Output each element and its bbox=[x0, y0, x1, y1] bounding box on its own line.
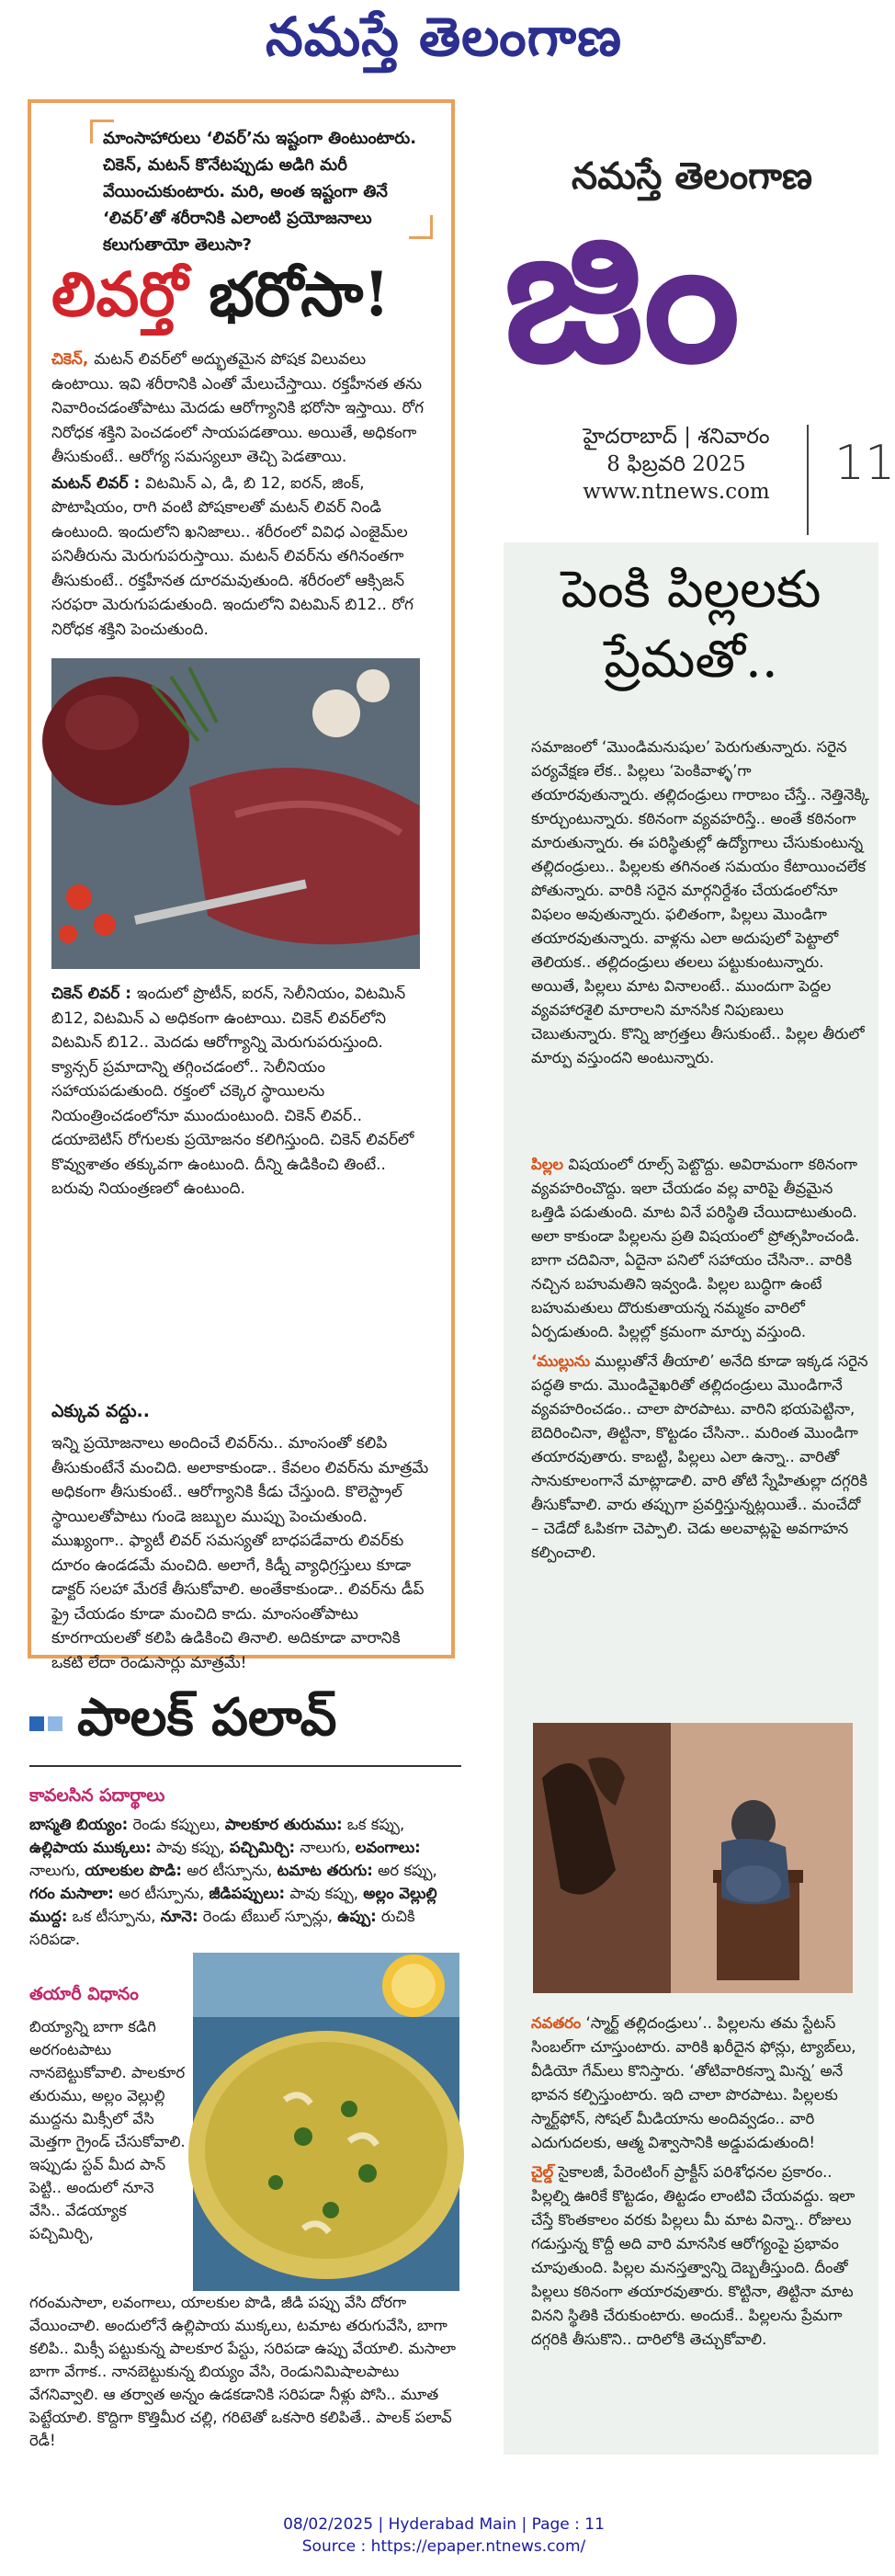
story-p2-lead: పిల్లల bbox=[531, 1156, 564, 1173]
ingredient-qty: పావు కప్పు, bbox=[156, 1839, 230, 1856]
pulao-photo-illustration bbox=[193, 1953, 459, 2291]
liver-article bbox=[28, 99, 455, 1672]
zine-brand-logo: జిం bbox=[504, 183, 735, 405]
ingredient-qty: అర టీస్పూను, bbox=[187, 1862, 278, 1879]
pulao-photo bbox=[193, 1953, 459, 2291]
child-photo bbox=[533, 1723, 853, 1993]
story-p4-text: ‘స్మార్ట్ తల్లిదండ్రులు’.. పిల్లలను తమ స్టేటస్ సింబల్‌గా చూస్తుంటారు. వారికి ఖరీదైన ఫోన్లు, ట్యాబ్‌లు, వీడియో గేమ్‌లు కొనిస్తారు. ‘తోటివారికన్నా మిన్న’ అనే భావన కల్పిస్తుంటారు. ఇది చాలా పొరపాటు. పిల్లలకు స్మార్ట్‌ఫోన్, సోషల్ మీడియాను అందివ్వడం.. వారి ఎదుగుదలకు, ఆత్మ విశ్వాసానికి అడ్డుపడుతుంది! bbox=[531, 2014, 856, 2151]
ingredients-heading: కావలసిన పదార్థాలు bbox=[29, 1785, 165, 1806]
ingredient-name: గరం మసాలా: bbox=[29, 1885, 114, 1902]
story-title-line-1: పెంకి పిల్లలకు bbox=[561, 560, 821, 620]
intro-corner-bottom-right bbox=[409, 215, 433, 239]
liver-subheading: ఎక్కువ వద్దు.. bbox=[51, 1401, 150, 1421]
dateline-date: 8 ఫిబ్రవరి 2025 bbox=[606, 452, 746, 476]
ingredient-qty: అర కప్పు, bbox=[378, 1862, 437, 1879]
ingredient-name: యాలకుల పొడి: bbox=[85, 1862, 182, 1879]
masthead-logo: నమస్తే తెలంగాణ bbox=[266, 6, 622, 68]
story-p2-text: విషయంలో రూల్స్ పెట్టొద్దు. అవిరామంగా కఠినంగా వ్యవహరించొద్దు. ఇలా చేయడం వల్ల వారిపై తీవ్రమైన ఒత్తిడి పడుతుంది. మాట వినే పరిస్థితి చేయిదాటుతుంది. అలా కాకుండా పిల్లలను ప్రతి విషయంలో ప్రోత్సహించండి. బాగా చదివినా, ఏదైనా పనిలో సహాయం చేసినా.. వారికి నచ్చిన బహుమతిని ఇవ్వండి. పిల్లల బుద్ధిగా ఉంటే బహుమతులు దొరుకుతాయన్న నమ్మకం వారిలో ఏర్పడుతుంది. పిల్లల్లో క్రమంగా మార్పు వస్తుంది. bbox=[531, 1156, 860, 1340]
dateline-city-day: హైదరాబాద్ | శనివారం bbox=[583, 425, 770, 449]
story-p3-text: ముల్లుతోనే తీయాలి’ అనేది కూడా ఇక్కడ సరైన పద్ధతి కాదు. మొండివైఖరితో తల్లిదండ్రులు మొండిగానే వ్యవహరించడం.. చాలా పొరపాటు. వారిని భయపెట్టినా, బెదిరించినా, తిట్టినా, కొట్టడం చేసినా.. మరింత మొండిగా తయారవుతారు. కాబట్టి, పిల్లలు ఎలా ఉన్నా.. వారితో సానుకూలంగానే మాట్లాడాలి. వారి తోటి స్నేహితుల్లా దగ్గరికి తీసుకోవాలి. వారు తప్పుగా ప్రవర్తిస్తున్నట్లయితే.. మంచేదో – చెడేదో ఓపికగా చెప్పాలి. చెడు అలవాట్లపై అవగాహన కల్పించాలి. bbox=[531, 1352, 868, 1561]
liver-headline bbox=[51, 256, 431, 335]
chicken-lead: చికెన్ లివర్ : bbox=[51, 985, 138, 1003]
preparation-text-2: గరంమసాలా, లవంగాలు, యాలకుల పొడి, జీడి పప్పు వేసి దోరగా వేయించాలి. అందులోనే ఉల్లిపాయ ముక్కలు, టమాట తరుగువేసి, బాగా కలిపి.. మిక్సీ పట్టుకున్న పాలకూర పేస్టు, సరిపడా ఉప్పు వేయాలి. మసాలా బాగా వేగాక.. నానబెట్టుకున్న బియ్యం వేసి, రెండునిమిషాలపాటు వేగనివ్వాలి. ఆ తర్వాత అన్నం ఉడకడానికి సరిపడా నీళ్లు పోసి.. మూత పెట్టేయాలి. కొద్దిగా కొత్తిమీర చల్లి, గరిటెతో ఒకసారి కలిపితే.. పాలక్ పలావ్ రెడీ! bbox=[29, 2294, 457, 2449]
footer-source-link[interactable]: Source : https://epaper.ntnews.com/ bbox=[301, 2537, 586, 2556]
ingredient-qty: ఒక టీస్పూను, bbox=[72, 1908, 161, 1925]
liver-p1-text: మటన్ లివర్‌లో అద్భుతమైన పోషక విలువలు ఉంటాయి. ఇవి శరీరానికి ఎంతో మేలుచేస్తాయి. రక్తహీనత తను నివారించడంతోపాటు మెదడు ఆరోగ్యానికి భరోసా ఇస్తాయి. రోగ నిరోధక శక్తిని పెంచడంలో సాయపడతాయి. అయితే, అధికంగా తీసుకుంటే.. ఆరోగ్య సమస్యలూ తెచ్చి పెడతాయి. bbox=[51, 350, 425, 466]
ingredient-name: లవంగాలు: bbox=[355, 1839, 421, 1856]
liver-photo-illustration bbox=[51, 658, 420, 969]
story-p4-lead: నవతరం bbox=[531, 2014, 582, 2032]
dateline-website: www.ntnews.com bbox=[583, 480, 770, 504]
liver-intro bbox=[96, 120, 427, 255]
ingredient-name: అల్లం వెల్లుల్లి ముద్ద: bbox=[29, 1885, 437, 1925]
ingredient-qty: నాలుగు, bbox=[29, 1862, 85, 1879]
liver-body-3: ఇన్ని ప్రయోజనాలు అందించే లివర్‌ను.. మాంసంతో కలిపి తీసుకుంటేనే మంచిది. అలాకాకుండా.. కేవలం లివర్‌ను మాత్రమే అధికంగా తీసుకుంటే.. ఆరోగ్యానికి కీడు చేస్తుంది. కొలెస్ట్రాల్ స్థాయిలతోపాటు గుండె జబ్బుల ముప్పు పెంచుతుంది. ముఖ్యంగా.. ఫ్యాటీ లివర్ సమస్యతో బాధపడేవారు లివర్‌కు దూరం ఉండడమే మంచిది. అలాగే, కిడ్నీ వ్యాధిగ్రస్తులు కూడా డాక్టర్ సలహా మేరకే తీసుకోవాలి. అంతేకాకుండా.. లివర్‌ను డీప్ ఫ్రై చేయడం కూడా మంచిది కాదు. మాంసంతోపాటు కూరగాయలతో కలిపి ఉడికించి తినాలి. అదికూడా వారానికి ఒకటి లేదా రెండుసార్లు మాత్రమే! bbox=[51, 1434, 429, 1672]
page-number: 11 bbox=[834, 436, 895, 491]
ingredient-name: పాలకూర తురుము: bbox=[224, 1816, 343, 1833]
zine-brand-small: నమస్తే తెలంగాణ bbox=[572, 154, 813, 198]
story-paragraphs-4-5 bbox=[531, 2012, 871, 2447]
newspaper-masthead bbox=[0, 0, 888, 81]
title-square-light-icon bbox=[48, 1716, 62, 1731]
preparation-text-1: బియ్యాన్ని బాగా కడిగి అరగంటపాటు నానబెట్టుకోవాలి. పాలకూర తురుము, అల్లం వెల్లుల్లి ముద్దను మిక్సీలో వేసి మెత్తగా గ్రైండ్ చేసుకోవాలి. ఇప్పుడు స్టవ్ మీద పాన్ పెట్టి.. అందులో నూనె వేసి.. వేడయ్యాక పచ్చిమిర్చి, bbox=[29, 2018, 186, 2242]
ingredient-qty: రెండు టేబుల్ స్పూన్లు, bbox=[202, 1908, 338, 1925]
palak-title bbox=[29, 1686, 461, 1761]
chicken-text: ఇందులో ప్రొటీన్, ఐరన్, సెలీనియం, విటమిన్ బి12, విటమిన్ ఎ అధికంగా ఉంటాయి. చికెన్ లివర్‌లోని విటమిన్ బి12.. మెదడు ఆరోగ్యాన్ని మెరుగుపరుస్తుంది. క్యాన్సర్ ప్రమాదాన్ని తగ్గించడంలో.. సెలీనియం సహాయపడుతుంది. రక్తంలో చక్కెర స్థాయిలను నియంత్రించడంలోనూ ముందుంటుంది. చికెన్ లివర్.. డయాబెటిస్ రోగులకు ప్రయోజనం కలిగిస్తుంది. చికెన్ లివర్‌లో కొవ్వుశాతం తక్కువగా ఉంటుంది. దీన్ని ఉడికించి తింటే.. బరువు నియంత్రణలో ఉంటుంది. bbox=[51, 985, 414, 1198]
ingredient-qty: ఒక కప్పు, bbox=[346, 1816, 405, 1833]
ingredient-qty: పావు కప్పు, bbox=[289, 1885, 364, 1902]
ingredient-name: బాస్మతి బియ్యం: bbox=[29, 1816, 129, 1833]
palak-divider bbox=[29, 1765, 461, 1767]
child-photo-illustration bbox=[533, 1723, 853, 1993]
preparation-heading: తయారీ విధానం bbox=[29, 1984, 139, 2004]
liver-body-1 bbox=[51, 348, 431, 651]
page-footer bbox=[0, 2513, 888, 2558]
story-paragraph-1: సమాజంలో ‘మొండిమనుషుల’ పెరుగుతున్నారు. సరైన పర్యవేక్షణ లేక.. పిల్లలు ‘పెంకివాళ్ళ’గా తయారవుతున్నారు. తల్లిదండ్రులు గారాబం చేస్తే.. నెత్తినెక్కి కూర్చుంటున్నారు. కఠినంగా వ్యవహరిస్తే.. అంతే కఠినంగా మారుతున్నారు. ఈ పరిస్థితుల్లో ఉద్యోగాలు చేసుకుంటున్న తల్లిదండ్రులు.. పిల్లలకు తగినంత సమయం కేటాయించలేక పోతున్నారు. వారికి సరైన మార్గనిర్దేశం చేయడంలోనూ విఫలం అవుతున్నారు. ఫలితంగా, పిల్లలు మొండిగా తయారవుతున్నారు. వాళ్లను ఎలా అదుపులో పెట్టాలో తెలియక.. తల్లిదండ్రులు తలలు పట్టుకుంటున్నారు. అయితే, పిల్లలు మాట వినాలంటే.. ముందుగా పెద్దల వ్యవహారశైలి మారాలని మానసిక నిపుణులు చెబుతున్నారు. కొన్ని జాగ్రత్తలు తీసుకుంటే.. పిల్లల తీరులో మార్పు వస్తుందని అంటున్నారు. bbox=[531, 738, 869, 1066]
mutton-lead: మటన్ లివర్ : bbox=[51, 473, 146, 493]
palak-title-text: పాలక్ పలావ్ bbox=[77, 1687, 337, 1748]
ingredient-qty: రుచికి సరిపడా. bbox=[29, 1908, 415, 1948]
story-p3-lead: ‘ముల్లును bbox=[531, 1352, 591, 1370]
ingredient-name: టమాట తరుగు: bbox=[277, 1862, 373, 1879]
ingredient-name: జీడిపప్పులు: bbox=[209, 1885, 286, 1902]
title-square-icon bbox=[29, 1716, 44, 1731]
ingredient-name: ఉల్లిపాయ ముక్కలు: bbox=[29, 1839, 152, 1856]
ingredient-name: ఉప్పు: bbox=[337, 1908, 377, 1925]
story-title-line-2: ప్రేమతో.. bbox=[604, 630, 778, 690]
liver-intro-text: మాంసాహారులు ‘లివర్’ను ఇష్టంగా తింటుంటారు. చికెన్, మటన్ కొనేటప్పుడు అడిగి మరీ వేయించుకుంటారు. మరి, అంత ఇష్టంగా తినే ‘లివర్’తో శరీరానికి ఎలాంటి ప్రయోజనాలు కలుగుతాయో తెలుసా? bbox=[103, 129, 417, 255]
story-paragraphs-2-3 bbox=[531, 1153, 871, 1708]
intro-corner-top-left bbox=[90, 120, 114, 143]
ingredient-qty: నాలుగు, bbox=[300, 1839, 356, 1856]
story-p5-lead: చైల్డ్ bbox=[531, 2163, 554, 2181]
story-title bbox=[515, 555, 867, 695]
liver-photo bbox=[51, 658, 420, 969]
story-p5-text: సైకాలజీ, పేరెంటింగ్ ప్రాక్టీస్ పరిశోధనల ప్రకారం.. పిల్లల్ని ఊరికే కొట్టడం, తిట్టడం లాంటివి చేయవద్దు. ఇలా చేస్తే కొంతకాలం వరకు పిల్లలు మీ మాట విన్నా.. రోజులు గడుస్తున్న కొద్దీ అది వారి మానసిక ఆరోగ్యంపై ప్రభావం చూపుతుంది. పిల్లల మనస్తత్వాన్ని దెబ్బతీస్తుంది. దీంతో పిల్లలు కఠినంగా తయారవుతారు. కొట్టినా, తిట్టినా మాట వినని స్థితికి చేరుకుంటారు. అందుకే.. పిల్లలను ప్రేమగా దగ్గరికి తీసుకొని.. దారిలోకి తెచ్చుకోవాలి. bbox=[531, 2163, 855, 2348]
dateline-divider bbox=[807, 425, 809, 535]
footer-edition-info: 08/02/2025 | Hyderabad Main | Page : 11 bbox=[283, 2515, 605, 2534]
liver-headline-rest: తో భరోసా! bbox=[187, 258, 391, 330]
ingredient-name: పచ్చిమిర్చి: bbox=[229, 1839, 296, 1856]
ingredient-qty: రెండు కప్పులు, bbox=[132, 1816, 225, 1833]
liver-body-2 bbox=[51, 982, 431, 1381]
ingredients-list bbox=[29, 1813, 461, 1955]
ingredient-name: నూనె: bbox=[160, 1908, 198, 1925]
liver-p1-lead: చికెన్, bbox=[51, 350, 95, 369]
mutton-text: విటమిన్ ఎ, డి, బి 12, ఐరన్, జింక్, పొటాషియం, రాగి వంటి పోషకాలతో మటన్ లివర్ నిండి ఉంటుంది. ఇందులోని ఖనిజాలు.. శరీరంలో వివిధ ఎంజైమ్‌ల పనితీరును మెరుగుపరుస్తాయి. మటన్ లివర్‌ను తగినంతగా తీసుకుంటే.. రక్తహీనత దూరమవుతుంది. శరీరంలో ఆక్సిజన్ సరఫరా మెరుగుపడుతుంది. ఇందులోని విటమిన్ బి12.. రోగ నిరోధక శక్తిని పెంచుతుంది. bbox=[51, 473, 414, 639]
ingredient-qty: అర టీస్పూను, bbox=[119, 1885, 210, 1902]
dateline bbox=[548, 423, 805, 506]
liver-headline-red: లివర్ bbox=[51, 258, 188, 330]
